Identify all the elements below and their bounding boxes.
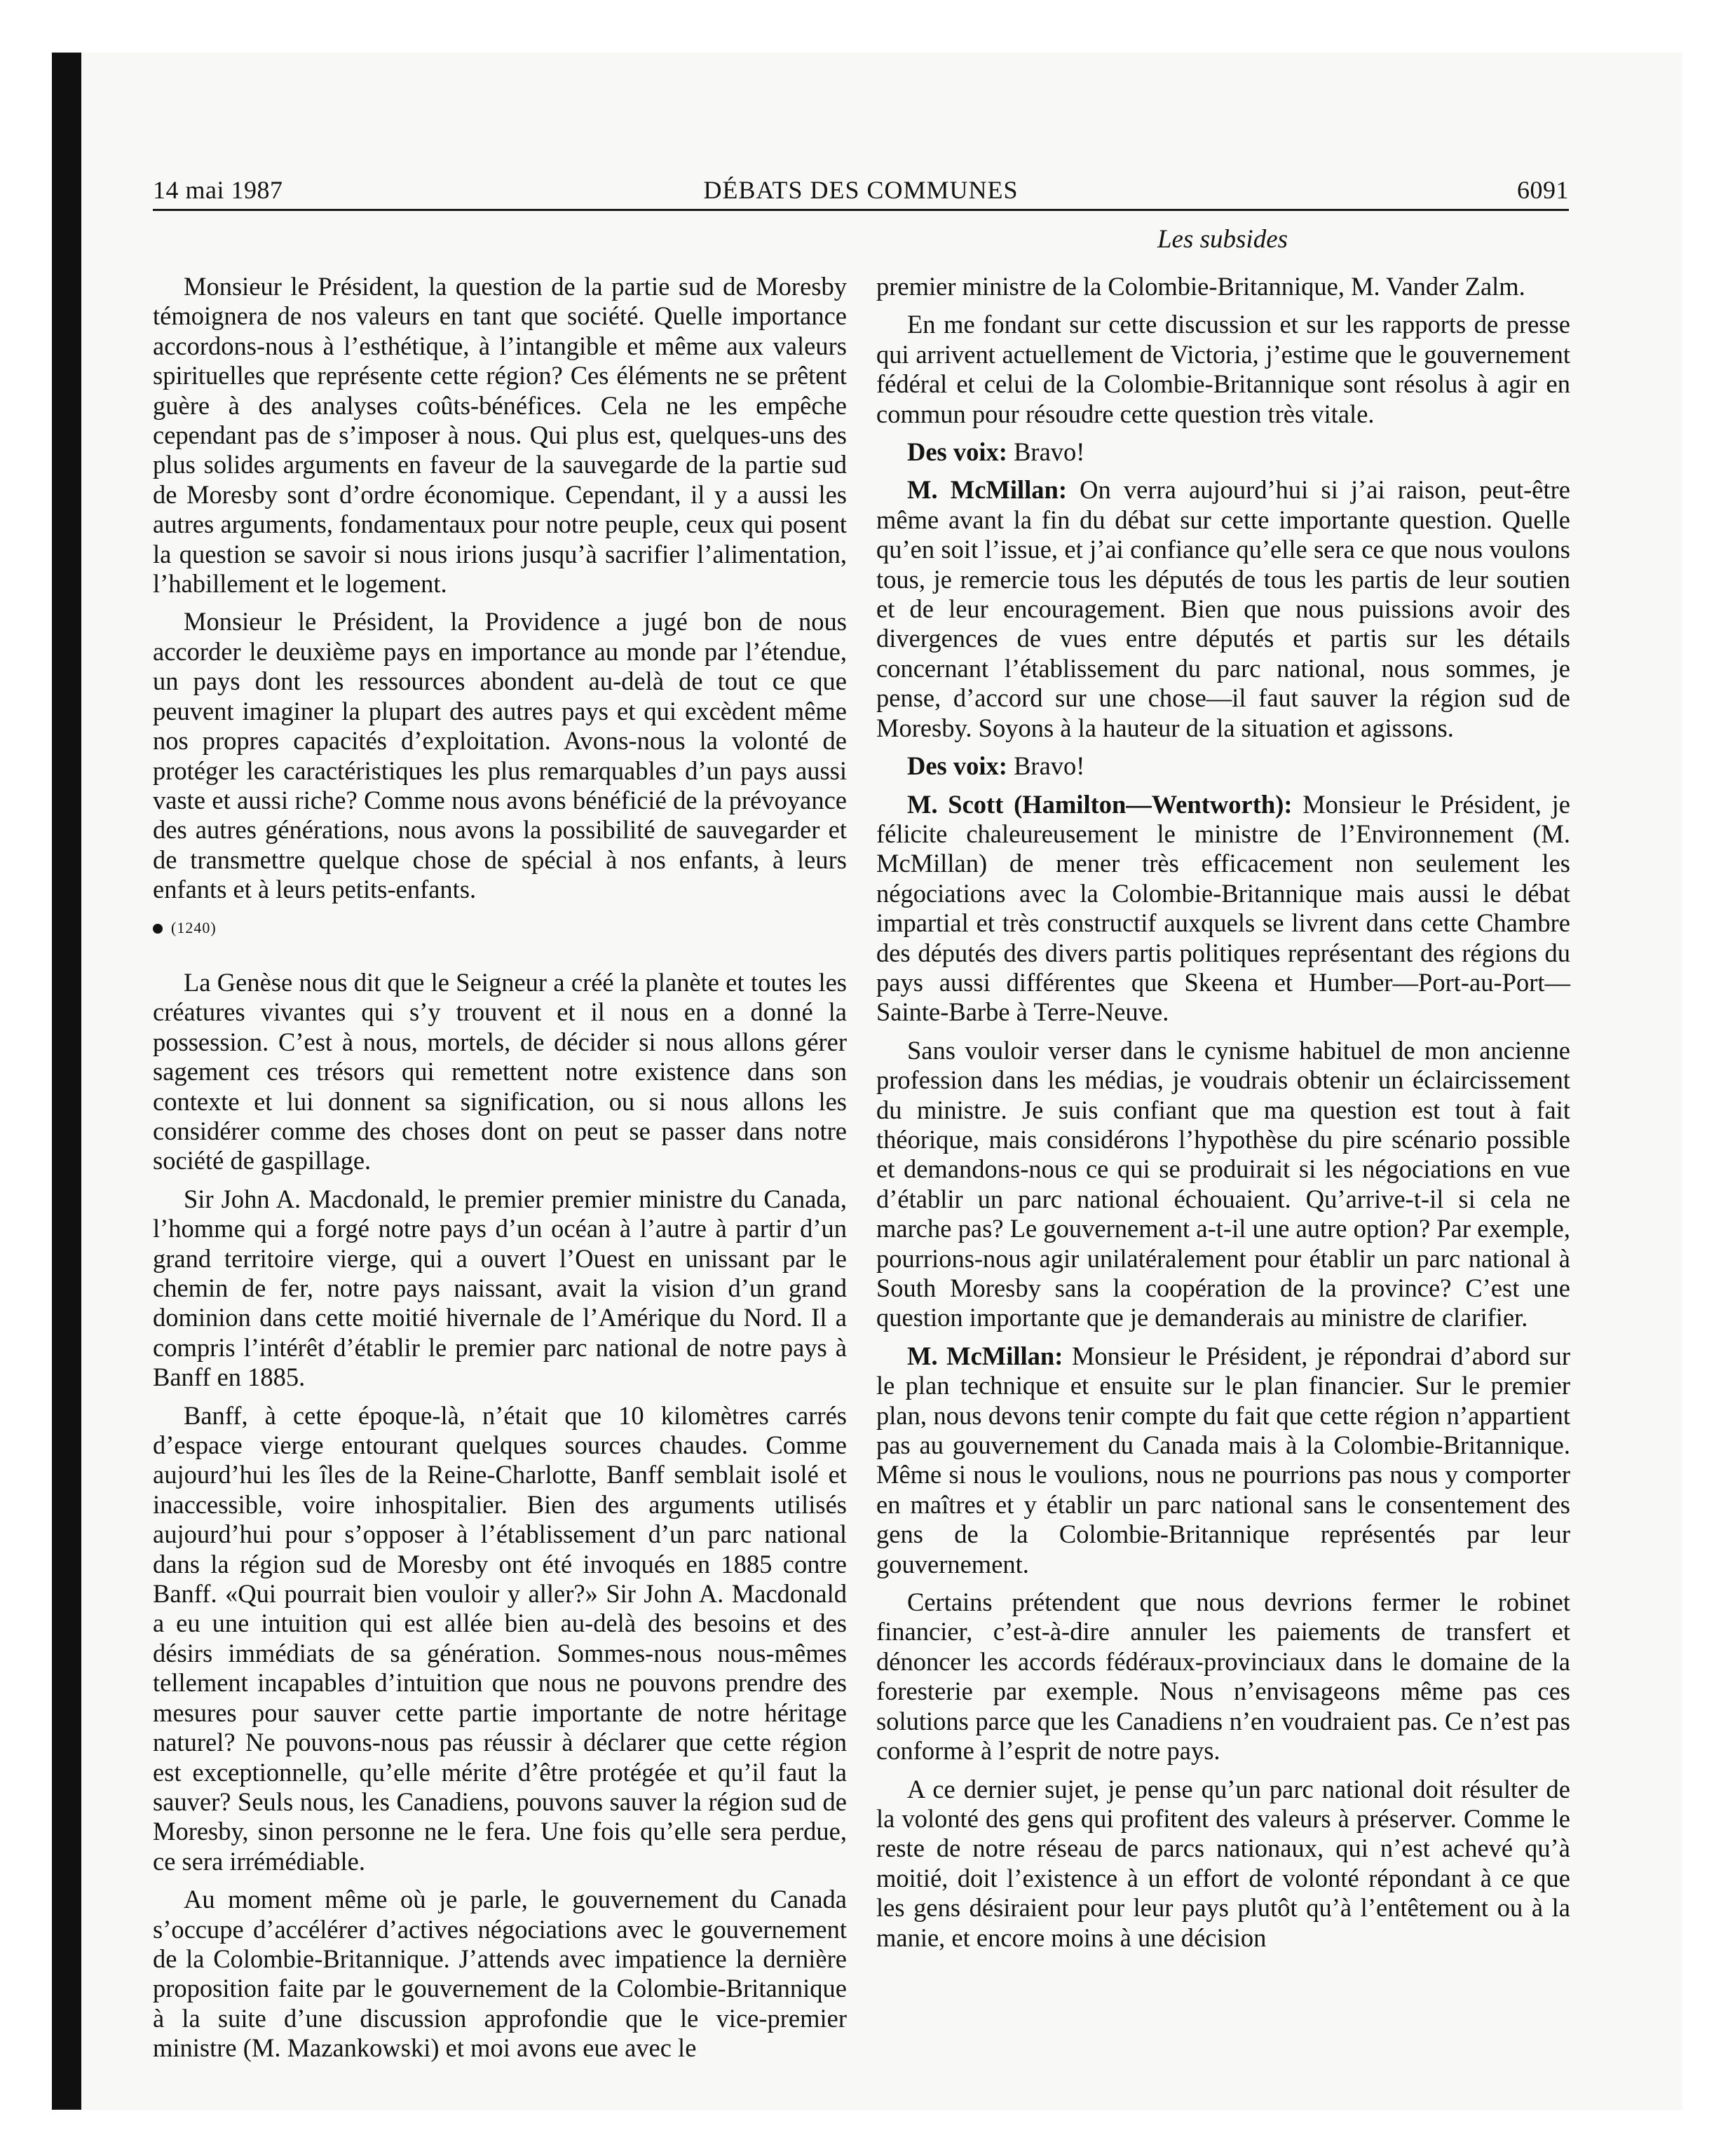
paragraph: Banff, à cette époque-là, n’était que 10 kilomètres carrés d’espace vierge entourant quelques sources chaudes. Comme aujourd’hui les îles de la Reine-Charlotte, Banff semblait isolé et inaccessible, voire inhospitalier. Bien des arguments utilisés aujourd’hui pour s’opposer à l’établissement d’un parc national dans la région sud de Moresby ont été invoqués en 1885 contre Banff. «Qui pourrait bien vouloir y aller?» Sir John A. Macdonald a eu une intuition qui est allée bien au-delà des besoins et des désirs immédiats de sa génération. Sommes-nous nous-mêmes tellement incapables d’intuition que nous ne pouvons prendre des mesures pour sauver cette partie importante de notre héritage naturel? Ne pouvons-nous pas réussir à déclarer que cette région est exceptionnelle, qu’elle mérite d’être protégée et qu’il faut la sauver? Seuls nous, les Canadiens, pouvons sauver la région sud de Moresby, sinon personne ne le fera. Une fois qu’elle sera perdue, ce sera irrémédiable. [153, 1400, 847, 1876]
speech [876, 751, 1570, 781]
left-column [153, 272, 847, 2072]
paragraph: En me fondant sur cette discussion et sur les rapports de presse qui arrivent actuellement de Victoria, j’estime que le gouvernement fédéral et celui de la Colombie-Britannique sont résolus à agir en commun pour résoudre cette question très vitale. [876, 310, 1570, 428]
speech [876, 475, 1570, 743]
speech [876, 1342, 1570, 1579]
speaker-name: Des voix: [907, 751, 1007, 781]
header-title: DÉBATS DES COMMUNES [703, 176, 1019, 204]
section-title: Les subsides [1157, 225, 1288, 254]
speaker-name: Des voix: [907, 437, 1007, 467]
speaker-name: M. Scott (Hamilton—Wentworth): [907, 789, 1293, 819]
speech [876, 437, 1570, 467]
paragraph: Sir John A. Macdonald, le premier premier ministre du Canada, l’homme qui a forgé notre pays d’un océan à l’autre à partir d’un grand territoire vierge, qui a ouvert l’Ouest en unissant par le chemin de fer, notre pays naissant, avait la vision d’un grand dominion dans cette moitié hivernale de l’Amérique du Nord. Il a compris l’intérêt d’établir le premier parc national de notre pays à Banff en 1885. [153, 1184, 847, 1392]
paragraph: Au moment même où je parle, le gouvernement du Canada s’occupe d’accélérer d’actives négociations avec le gouvernement de la Colombie-Britannique. J’attends avec impatience la dernière proposition faite par le gouvernement de la Colombie-Britannique à la suite d’une discussion approfondie que le vice-premier ministre (M. Mazankowski) et moi avons eue avec le [153, 1885, 847, 2063]
speaker-name: M. McMillan: [907, 475, 1067, 505]
page-header [153, 175, 1569, 209]
scan-binding-edge [52, 53, 81, 2110]
header-rule [153, 209, 1569, 211]
paragraph: Certains prétendent que nous devrions fermer le robinet financier, c’est-à-dire annuler les paiements de transfert et dénoncer les accords fédéraux-provinciaux dans le domaine de la foresterie par exemple. Nous n’envisageons même pas ces solutions parce que les Canadiens n’en voudraient pas. Ce n’est pas conforme à l’esprit de notre pays. [876, 1588, 1570, 1766]
speaker-name: M. McMillan: [907, 1341, 1063, 1370]
paragraph: Monsieur le Président, la question de la partie sud de Moresby témoignera de nos valeurs en tant que société. Quelle importance accordons-nous à l’esthétique, à l’intangible et même aux valeurs spirituelles que représente cette région? Ces éléments ne se prêtent guère à des analyses coûts-bénéfices. Cela ne les empêche cependant pas de s’imposer à nous. Qui plus est, quelques-uns des plus solides arguments en faveur de la sauvegarde de la partie sud de Moresby sont d’ordre économique. Cependant, il y a aussi les autres arguments, fondamentaux pour notre peuple, ceux qui posent la question se savoir si nous irions jusqu’à sacrifier l’alimentation, l’habillement et le logement. [153, 272, 847, 599]
bullet-icon [153, 924, 163, 934]
header-date: 14 mai 1987 [153, 176, 283, 204]
timestamp-marker [153, 913, 847, 943]
paragraph: Sans vouloir verser dans le cynisme habituel de mon ancienne profession dans les médias, je voudrais obtenir un éclaircissement du ministre. Je suis confiant que ma question est tout à fait théorique, mais considérons l’hypothèse du pire scénario possible et demandons-nous ce qui se produirait si les négociations en vue d’établir un parc national échouaient. Qu’arrive-t-il si cela ne marche pas? Le gouvernement a-t-il une autre option? Par exemple, pourrions-nous agir unilatéralement pour établir un parc national à South Moresby sans la coopération de la province? C’est une question importante que je demanderais au ministre de clarifier. [876, 1035, 1570, 1332]
paragraph: A ce dernier sujet, je pense qu’un parc national doit résulter de la volonté des gens qui profitent des valeurs à préserver. Comme le reste de notre réseau de parcs nationaux, qui n’est achevé qu’à moitié, doit l’existence à un effort de volonté répondant à ce que les gens désiraient pour leur pays plutôt qu’à l’entêtement ou à la manie, et encore moins à une décision [876, 1774, 1570, 1952]
paragraph: premier ministre de la Colombie-Britannique, M. Vander Zalm. [876, 272, 1525, 301]
paragraph: La Genèse nous dit que le Seigneur a créé la planète et toutes les créatures vivantes qui s’y trouvent et il nous en a donné la possession. C’est à nous, mortels, de décider si nous allons gérer sagement ces trésors qui remettent notre existence dans son contexte et lui donnent sa signification, ou si nous allons les considérer comme des choses dont on peut se passer dans notre société de gaspillage. [153, 967, 847, 1175]
speech-text: Monsieur le Président, je répondrai d’abord sur le plan technique et ensuite sur le plan financier. Sur le premier plan, nous devons tenir compte du fait que cette région n’appartient pas au gouvernement du Canada mais à la Colombie-Britannique. Même si nous le voulions, nous ne pourrions pas nous y comporter en maîtres et y établir un parc national sans le consentement des gens de la Colombie-Britannique représentés par leur gouvernement. [876, 1341, 1570, 1578]
speech [876, 790, 1570, 1028]
header-page-number: 6091 [1517, 176, 1569, 204]
timestamp: (1240) [171, 918, 217, 936]
speech-text: Bravo! [1007, 437, 1085, 467]
right-column [876, 272, 1570, 1961]
speech-text: Monsieur le Président, je félicite chaleureusement le ministre de l’Environnement (M. McMillan) de mener très efficacement non seulement les négociations avec la Colombie-Britannique mais aussi le débat impartial et très constructif auxquels se livrent dans cette Chambre des députés des divers partis politiques représentant des régions du pays aussi différentes que Skeena et Humber—Port-au-Port—Sainte-Barbe à Terre-Neuve. [876, 789, 1570, 1027]
speech-text: On verra aujourd’hui si j’ai raison, peut-être même avant la fin du débat sur cette importante question. Quelle qu’en soit l’issue, et j’ai confiance qu’elle sera ce que nous voulons tous, je remercie tous les députés de tous les partis de leur soutien et de leur encouragement. Bien que nous puissions avoir des divergences de vues entre députés et partis sur les détails concernant l’établissement du parc national, nous sommes, je pense, d’accord sur une chose—il faut sauver la région sud de Moresby. Soyons à la hauteur de la situation et agissons. [876, 475, 1570, 742]
paragraph: Monsieur le Président, la Providence a jugé bon de nous accorder le deuxième pays en importance au monde par l’étendue, un pays dont les ressources abondent au-delà de tout ce que peuvent imaginer la plupart des autres pays et qui excèdent même nos propres capacités d’exploitation. Avons-nous la volonté de protéger les caractéristiques les plus remarquables d’un pays aussi vaste et aussi riche? Comme nous avons bénéficié de la prévoyance des autres générations, nous avons la possibilité de sauvegarder et de transmettre quelque chose de spécial à nos enfants, à leurs enfants et à leurs petits-enfants. [153, 607, 847, 904]
speech-text: Bravo! [1007, 751, 1085, 781]
